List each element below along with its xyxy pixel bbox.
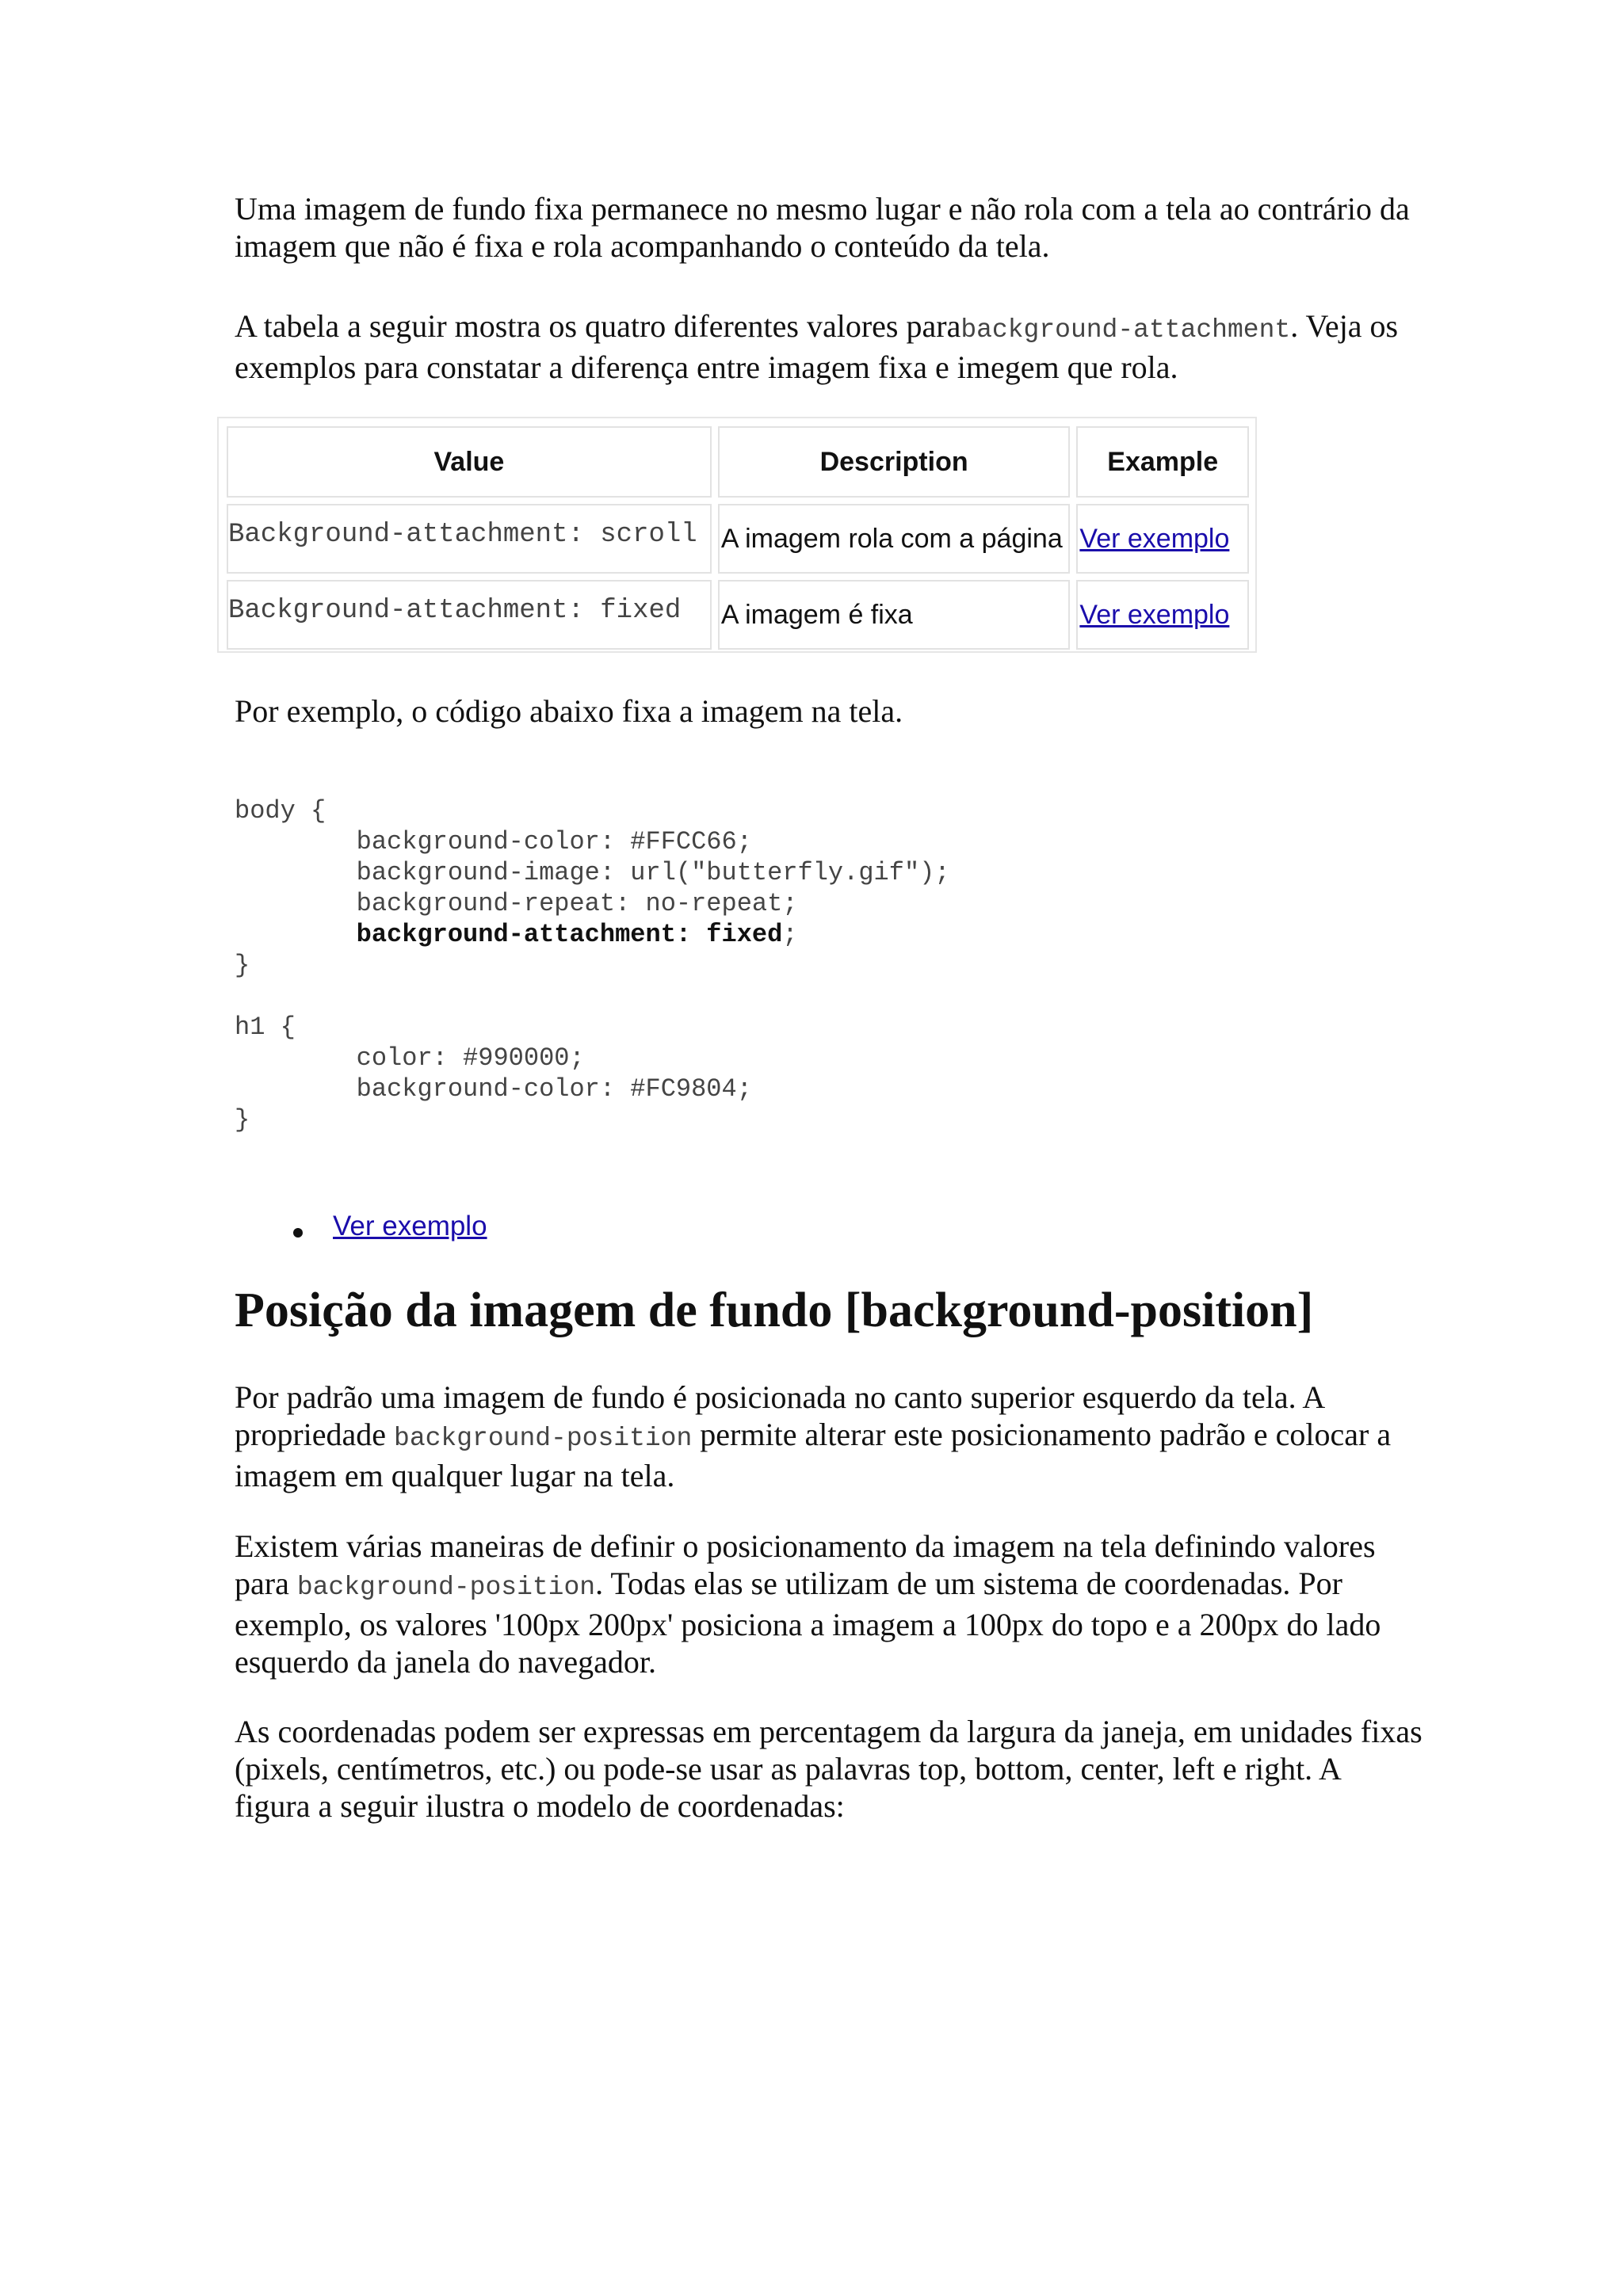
code-line-highlight: background-attachment: fixed xyxy=(356,920,783,949)
intro-paragraph-1 xyxy=(235,190,1423,265)
inline-code-background-attachment: background-attachment xyxy=(960,315,1291,345)
header-value: Value xyxy=(227,426,712,498)
section-text-3: As coordenadas podem ser expressas em percentagem da largura da janeja, em unidades fixas (pixels, centímetros, etc.) ou pode-se usar as palavras top, bottom, center, left e right. A figura a seguir ilustra o modelo de coordenadas: xyxy=(235,1714,1423,1824)
code-close: } xyxy=(235,951,250,980)
attachment-values-table xyxy=(217,417,1257,653)
table-row xyxy=(227,580,1249,650)
bullet-icon xyxy=(293,1228,303,1238)
example-intro-text: Por exemplo, o código abaixo fixa a imagem na tela. xyxy=(235,693,903,729)
section-paragraph-3 xyxy=(235,1713,1423,1825)
section-text-1b: permite alterar este posicionamento padrão e colocar a imagem em qualquer lugar na tela. xyxy=(235,1417,1392,1493)
ver-exemplo-bullet-link[interactable]: Ver exemplo xyxy=(333,1211,487,1241)
row-scroll-description: A imagem rola com a página xyxy=(718,504,1071,574)
table-row xyxy=(227,504,1249,574)
code-line: background-color: #FFCC66; xyxy=(356,827,752,856)
code-line: color: #990000; xyxy=(356,1043,585,1073)
code-h1-open: h1 { xyxy=(235,1013,296,1042)
ver-exemplo-fixed-link[interactable]: Ver exemplo xyxy=(1079,599,1230,630)
header-description: Description xyxy=(718,426,1071,498)
header-example: Example xyxy=(1076,426,1249,498)
intro-text-1: Uma imagem de fundo fixa permanece no mesmo lugar e não rola com a tela ao contrário da imagem que não é fixa e rola acompanhando o conteúdo da tela. xyxy=(235,191,1410,264)
section-paragraph-2 xyxy=(235,1527,1423,1680)
code-semicolon: ; xyxy=(782,920,798,949)
code-line: background-repeat: no-repeat; xyxy=(356,889,798,918)
code-close: } xyxy=(235,1105,250,1135)
list-item xyxy=(333,1211,487,1242)
row-scroll-example-cell xyxy=(1076,504,1249,574)
inline-code-background-position: background-position xyxy=(394,1424,693,1453)
inline-code-background-position: background-position xyxy=(296,1573,596,1602)
row-scroll-value: Background-attachment: scroll xyxy=(227,504,712,574)
code-line: background-color: #FC9804; xyxy=(356,1074,752,1104)
section-text-2a: Existem várias maneiras de definir o posicionamento da imagem na tela definindo valores para xyxy=(235,1528,1376,1601)
example-intro xyxy=(235,692,1423,730)
intro-text-2b: . Veja os exemplos para constatar a diferença entre imagem fixa e imegem que rola. xyxy=(235,308,1399,385)
intro-paragraph-2 xyxy=(235,307,1423,386)
row-fixed-description: A imagem é fixa xyxy=(718,580,1071,650)
section-paragraph-1 xyxy=(235,1379,1423,1494)
row-fixed-example-cell xyxy=(1076,580,1249,650)
row-fixed-value: Background-attachment: fixed xyxy=(227,580,712,650)
code-block xyxy=(235,795,950,1135)
section-text-2b: . Todas elas se utilizam de um sistema de coordenadas. Por exemplo, os valores '100px 200px' posiciona a imagem a 100px do topo e a 200px do lado esquerdo da janela do navegador. xyxy=(235,1566,1381,1680)
section-text-1a: Por padrão uma imagem de fundo é posicionada no canto superior esquerdo da tela. A propriedade xyxy=(235,1379,1324,1452)
code-body-open: body { xyxy=(235,796,327,826)
code-line: background-image: url("butterfly.gif"); xyxy=(356,858,950,887)
table-header-row xyxy=(227,426,1249,498)
intro-text-2a: A tabela a seguir mostra os quatro diferentes valores para xyxy=(235,308,961,344)
section-heading: Posição da imagem de fundo [background-position] xyxy=(235,1283,1314,1337)
ver-exemplo-scroll-link[interactable]: Ver exemplo xyxy=(1079,523,1230,554)
